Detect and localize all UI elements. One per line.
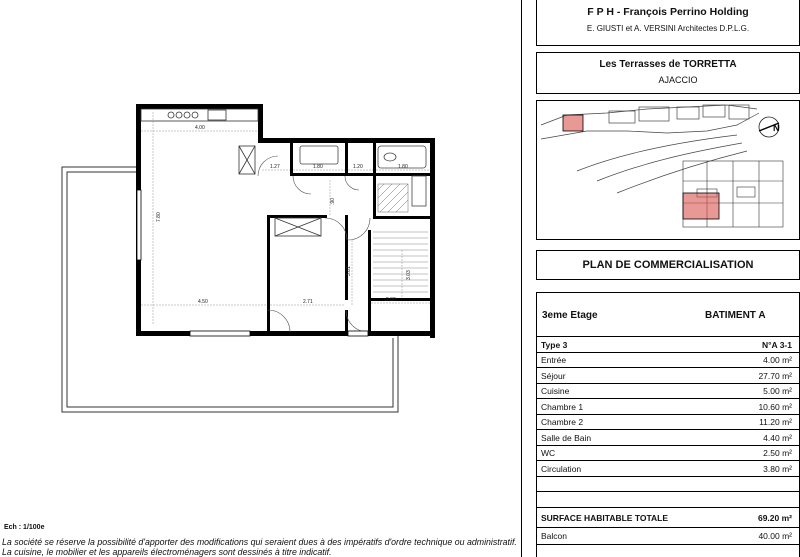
apartment-type: Type 3 (541, 339, 568, 350)
table-spacer-row (537, 491, 799, 507)
total-row (537, 507, 799, 527)
balcony-row (537, 527, 799, 544)
company-name: F P H - François Perrino Holding (587, 6, 749, 18)
plan-heading-box (536, 250, 800, 280)
room-label: Salle de Bain (541, 432, 592, 443)
balcony-area: 40.00 m² (758, 530, 792, 541)
dim-label: 1.27 (270, 164, 280, 170)
surface-table (536, 292, 800, 557)
table-header-row (537, 336, 799, 352)
title-block (521, 0, 800, 557)
table-row (537, 445, 799, 461)
disclaimer-line: La société se réserve la possibilité d'apporter des modifications qui seraient dues à des impératifs d'ordre technique ou administratif. (2, 537, 517, 547)
room-area: 4.00 m² (763, 355, 792, 365)
dim-label: 4.50 (198, 299, 208, 305)
table-row (537, 352, 799, 368)
apartment-number: N°A 3-1 (761, 339, 792, 350)
company-box (536, 0, 800, 46)
room-label: Chambre 1 (541, 401, 584, 412)
total-label: SURFACE HABITABLE TOTALE (541, 513, 669, 523)
project-box (536, 52, 800, 94)
compass-icon (759, 117, 780, 137)
room-label: Chambre 2 (541, 417, 584, 427)
kitchen-counter (141, 109, 258, 121)
room-area: 10.60 m² (758, 401, 792, 412)
dim-label: 1.80 (313, 164, 323, 170)
dim-label: 1.20 (353, 164, 363, 170)
cupboards (239, 146, 321, 236)
door-swings (258, 156, 370, 332)
table-row (537, 398, 799, 414)
dim-label: 3.81 (346, 266, 352, 276)
project-name: Les Terrasses de TORRETTA (599, 59, 737, 70)
room-area: 5.00 m² (763, 386, 792, 396)
scale-label: Ech : 1/100e (4, 524, 45, 531)
room-label: WC (541, 448, 556, 458)
room-area: 2.50 m² (763, 448, 792, 458)
apartment-highlight (683, 193, 719, 219)
table-spacer-row (537, 476, 799, 492)
dim-label: 3.03 (406, 270, 412, 280)
disclaimer-line: La cuisine, le mobilier et les appareils électroménagers sont dessinés à titre indicatif. (2, 547, 332, 557)
table-row (537, 460, 799, 476)
room-label: Circulation (541, 463, 582, 474)
total-area: 69.20 m² (757, 513, 792, 523)
windows (137, 190, 368, 336)
dim-label: 1.80 (398, 164, 408, 170)
table-row (537, 429, 799, 445)
dim-label: .90 (330, 198, 336, 205)
project-city: AJACCIO (658, 75, 698, 85)
title-block-border (521, 0, 522, 557)
dim-label: 2.80 (386, 297, 396, 303)
site-map (537, 101, 799, 239)
room-area: 3.80 m² (763, 463, 792, 474)
floor-label: 3eme Etage (542, 310, 598, 321)
dim-label: 2.71 (303, 299, 313, 305)
room-label: Entrée (541, 355, 567, 365)
table-row (537, 383, 799, 399)
apartment-highlight (563, 115, 583, 131)
table-row (537, 414, 799, 430)
wardrobe-hatch (378, 184, 408, 212)
architects-credit: E. GIUSTI et A. VERSINI Architectes D.P.L.G. (586, 24, 750, 33)
building-label: BATIMENT A (705, 310, 766, 321)
table-bottom-line (537, 544, 799, 557)
circulation-stripes (373, 232, 428, 292)
room-area: 4.40 m² (763, 432, 792, 443)
plan-heading: PLAN DE COMMERCIALISATION (582, 259, 754, 271)
room-label: Cuisine (541, 386, 570, 396)
room-area: 11.20 m² (759, 417, 792, 427)
room-area: 27.70 m² (758, 370, 792, 381)
table-row (537, 367, 799, 383)
room-label: Séjour (541, 370, 566, 381)
site-map-box (536, 100, 800, 240)
compass-letter: N (773, 123, 780, 133)
dim-label: 4.00 (195, 125, 205, 131)
balcony-label: Balcon (541, 530, 567, 541)
dim-label: 7.80 (156, 212, 162, 222)
